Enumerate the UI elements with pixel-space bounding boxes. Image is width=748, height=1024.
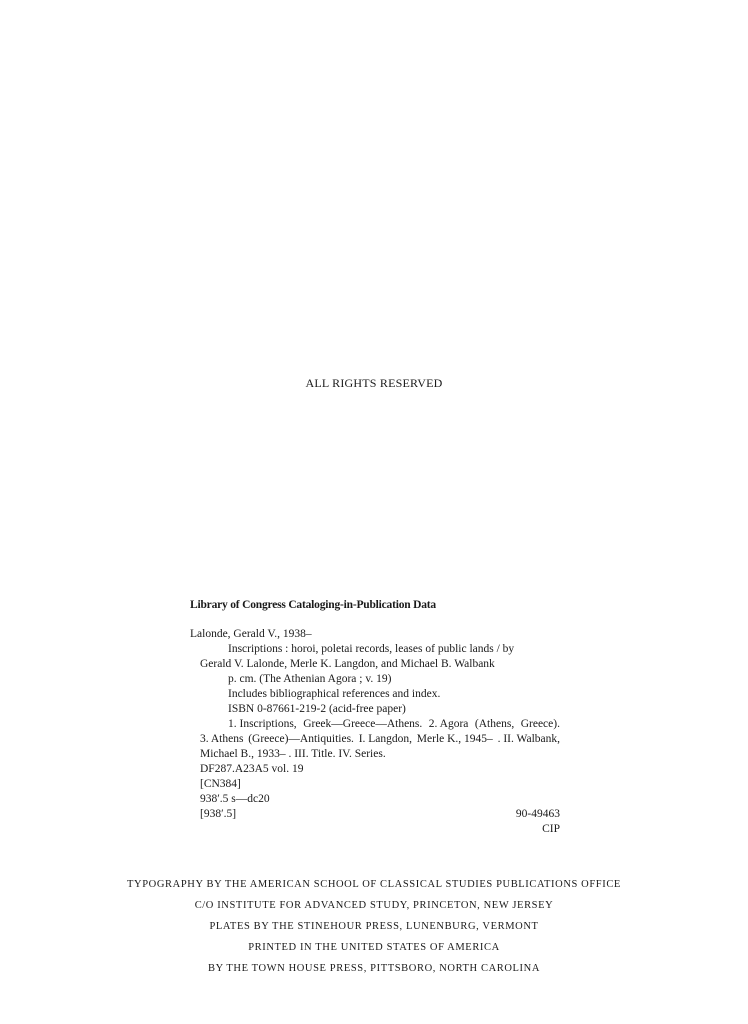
cip-notes: Includes bibliographical references and index. xyxy=(228,688,441,700)
cip-lccn: 90-49463 xyxy=(515,808,560,820)
cip-dewey: 938′.5 s—dc20 xyxy=(200,793,270,805)
rights-notice: ALL RIGHTS RESERVED xyxy=(305,376,443,390)
cip-record xyxy=(190,627,560,837)
colophon-line: TYPOGRAPHY BY THE AMERICAN SCHOOL OF CLASSICAL STUDIES PUBLICATIONS OFFICE xyxy=(127,879,621,890)
cip-subject-word: 3. Athens xyxy=(200,733,244,745)
cip-subject-word: . II. Walbank, xyxy=(497,733,560,745)
cip-lc-bracket: [CN384] xyxy=(200,778,241,790)
cip-subjects-line-2 xyxy=(190,732,560,747)
colophon-line: BY THE TOWN HOUSE PRESS, PITTSBORO, NORTH CAROLINA xyxy=(207,963,541,974)
cip-lc-call-number: DF287.A23A5 vol. 19 xyxy=(200,763,304,775)
colophon-line: PLATES BY THE STINEHOUR PRESS, LUNENBURG, VERMONT xyxy=(209,921,539,932)
cip-subject-word: Greece). xyxy=(520,718,560,730)
cip-subject-word: I. Langdon, xyxy=(358,733,413,745)
cip-title-line-1: Inscriptions : horoi, poletai records, leases of public lands / by xyxy=(228,643,515,655)
cip-subject-word: Merle K., 1945– xyxy=(416,733,493,745)
cip-heading: Library of Congress Cataloging-in-Publication Data xyxy=(190,599,436,611)
cip-title-line-2: Gerald V. Lalonde, Merle K. Langdon, and Michael B. Walbank xyxy=(200,658,495,670)
colophon-line: PRINTED IN THE UNITED STATES OF AMERICA xyxy=(248,942,500,953)
cip-subjects-line-3: Michael B., 1933– . III. Title. IV. Series. xyxy=(200,748,386,760)
cip-author: Lalonde, Gerald V., 1938– xyxy=(190,628,312,640)
colophon xyxy=(0,874,748,979)
colophon-line: C/O INSTITUTE FOR ADVANCED STUDY, PRINCETON, NEW JERSEY xyxy=(194,900,554,911)
cip-subject-word: 1. Inscriptions, xyxy=(228,718,297,730)
cip-subjects-line-1 xyxy=(190,717,560,732)
cip-isbn: ISBN 0-87661-219-2 (acid-free paper) xyxy=(228,703,406,715)
cip-subject-word: (Greece)—Antiquities. xyxy=(248,733,354,745)
cip-pagination: p. cm. (The Athenian Agora ; v. 19) xyxy=(228,673,392,685)
cip-dewey-row xyxy=(190,807,560,822)
cip-subject-word: (Athens, xyxy=(474,718,515,730)
cip-subject-word: 2. Agora xyxy=(428,718,469,730)
cip-subject-word: Greek—Greece—Athens. xyxy=(303,718,423,730)
cip-dewey-bracket: [938′.5] xyxy=(200,808,237,820)
cip-mark: CIP xyxy=(542,823,560,835)
